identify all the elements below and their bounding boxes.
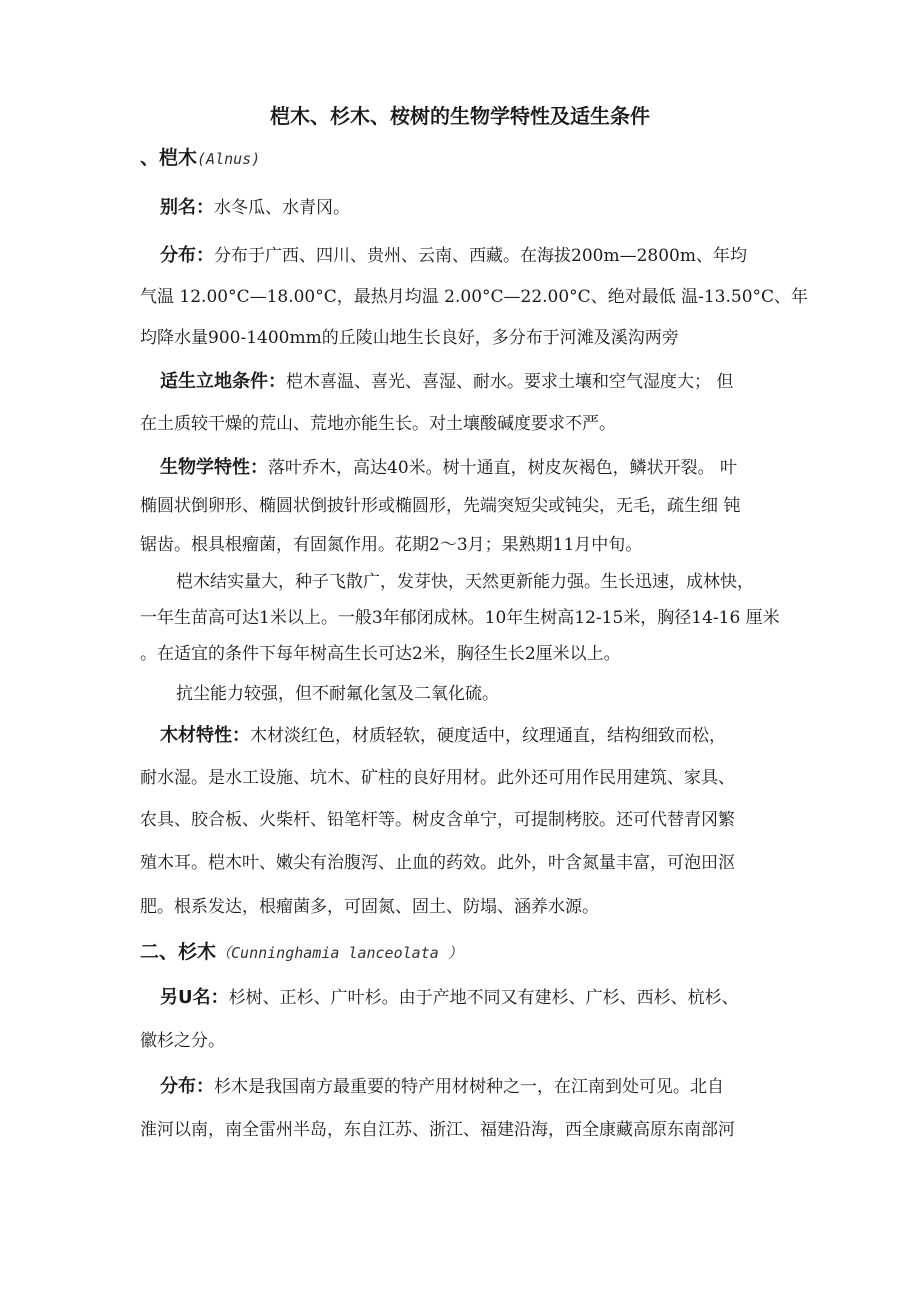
alias-label: 别名： xyxy=(160,197,214,218)
biology-label: 生物学特性： xyxy=(160,457,268,478)
s2-alias-text-1: 杉树、正杉、广叶杉。由于产地不同又有建杉、广杉、西杉、杭杉、 xyxy=(228,988,739,1008)
document-title: 桤木、杉木、桉树的生物学特性及适生条件 xyxy=(270,104,650,128)
wood-line-3: 农具、胶合板、火柴杆、铅笔杆等。树皮含单宁，可提制栲胶。还可代替青冈繁 xyxy=(140,810,735,830)
biology-text-1: 落叶乔木，高达40米。树十通直，树皮灰褐色，鳞状开裂。 叶 xyxy=(268,458,738,478)
alias-line xyxy=(160,196,350,220)
growth-paragraph-line-2: 一年生苗高可达1米以上。一般3年郁闭成林。10年生树高12-15米，胸径14-16 厘米 xyxy=(140,608,780,628)
biology-line-3: 锯齿。根具根瘤菌，有固氮作用。花期2～3月；果熟期11月中旬。 xyxy=(140,535,643,555)
wood-line-2: 耐水湿。是水工设施、坑木、矿柱的良好用材。此外还可用作民用建筑、家具、 xyxy=(140,768,735,788)
wood-text-1: 木材淡红色，材质轻软，硬度适中，纹理通直，结构细致而松， xyxy=(250,726,726,746)
s2-alias-line-2: 徽杉之分。 xyxy=(140,1031,225,1051)
distribution-text-1: 分布于广西、四川、贵州、云南、西藏。在海拔200m—2800m、年均 xyxy=(214,246,747,266)
site-condition-text-1: 桤木喜温、喜光、喜湿、耐水。要求土壤和空气湿度大； 但 xyxy=(286,372,734,392)
distribution-label: 分布： xyxy=(160,245,214,266)
wood-line-4: 殖木耳。桤木叶、嫩尖有治腹泻、止血的药效。此外，叶含氮量丰富，可泡田沤 xyxy=(140,853,735,873)
section-1-latin-name: (Alnus) xyxy=(197,150,261,168)
distribution-line-1 xyxy=(160,244,747,268)
section-1-heading xyxy=(140,146,260,171)
biology-line-2: 椭圆状倒卵形、椭圆状倒披针形或椭圆形，先端突短尖或钝尖，无毛，疏生细 钝 xyxy=(140,496,741,516)
wood-line-1 xyxy=(160,724,726,748)
growth-paragraph-line-1: 桤木结实量大，种子飞散广，发芽快，天然更新能力强。生长迅速，成林快， xyxy=(176,572,754,592)
s2-distribution-text-1: 杉木是我国南方最重要的特产用材树种之一，在江南到处可见。北自 xyxy=(214,1077,724,1097)
resistance-paragraph: 抗尘能力较强，但不耐氟化氢及二氧化硫。 xyxy=(176,684,499,704)
s2-alias-line-1 xyxy=(160,986,739,1010)
site-condition-line-1 xyxy=(160,370,733,394)
section-2-heading xyxy=(140,940,463,965)
site-condition-line-2: 在土质较干燥的荒山、荒地亦能生长。对土壤酸碱度要求不严。 xyxy=(140,414,616,434)
s2-distribution-line-2: 淮河以南，南全雷州半岛，东自江苏、浙江、福建沿海，西全康藏高原东南部河 xyxy=(140,1120,735,1140)
alias-text: 水冬瓜、水青冈。 xyxy=(214,198,350,218)
s2-alias-label: 另U名： xyxy=(160,987,229,1008)
wood-label: 木材特性： xyxy=(160,725,250,746)
s2-distribution-line-1 xyxy=(160,1075,724,1099)
s2-distribution-label: 分布： xyxy=(160,1076,214,1097)
distribution-line-2: 气温 12.00°C—18.00°C，最热月均温 2.00°C—22.00°C、绝对最低 温-13.50°C、年 xyxy=(140,287,809,307)
section-2-title: 二、杉木 xyxy=(140,941,217,963)
site-condition-label: 适生立地条件： xyxy=(160,371,286,392)
wood-line-5: 肥。根系发达，根瘤菌多，可固氮、固土、防塌、涵养水源。 xyxy=(140,897,599,917)
section-2-latin-name: （Cunninghamia lanceolata ） xyxy=(216,944,463,962)
distribution-line-3: 均降水量900-1400mm的丘陵山地生长良好，多分布于河滩及溪沟两旁 xyxy=(140,328,679,348)
section-1-title: 、桤木 xyxy=(140,147,198,169)
growth-paragraph-line-3: 。在适宜的条件下每年树高生长可达2米，胸径生长2厘米以上。 xyxy=(140,644,621,664)
biology-line-1 xyxy=(160,456,737,480)
